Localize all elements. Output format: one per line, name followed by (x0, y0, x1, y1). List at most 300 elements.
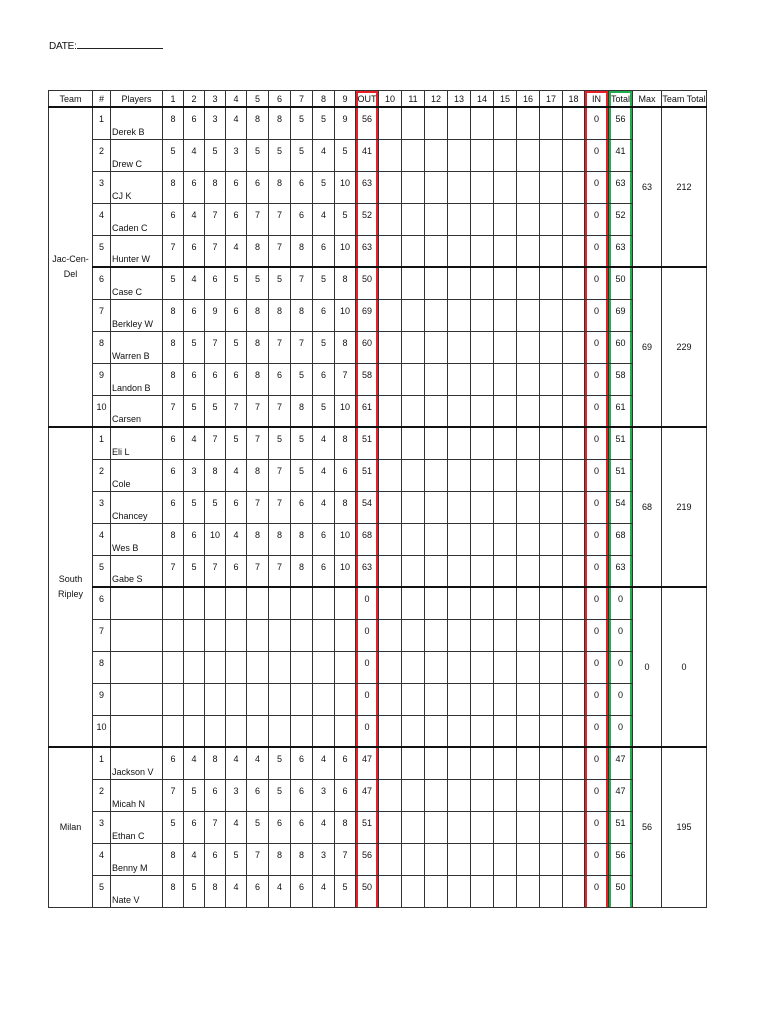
hole-score[interactable]: 6 (291, 779, 313, 811)
hole-score-back[interactable] (494, 747, 517, 779)
hole-score[interactable]: 5 (205, 395, 226, 427)
hole-score[interactable]: 8 (291, 523, 313, 555)
hole-score[interactable]: 5 (163, 267, 184, 299)
hole-score-back[interactable] (517, 651, 540, 683)
hole-score[interactable]: 8 (163, 299, 184, 331)
hole-score[interactable]: 8 (269, 171, 291, 203)
hole-score[interactable]: 4 (313, 459, 335, 491)
hole-score[interactable]: 8 (205, 875, 226, 907)
hole-score[interactable]: 3 (205, 107, 226, 139)
hole-score-back[interactable] (448, 331, 471, 363)
hole-score-back[interactable] (425, 107, 448, 139)
hole-score[interactable]: 8 (291, 843, 313, 875)
hole-score-back[interactable] (540, 395, 563, 427)
hole-score-back[interactable] (540, 299, 563, 331)
hole-score[interactable]: 7 (247, 491, 269, 523)
hole-score[interactable]: 10 (335, 555, 356, 587)
hole-score[interactable]: 5 (313, 331, 335, 363)
hole-score[interactable] (269, 651, 291, 683)
hole-score[interactable]: 5 (335, 139, 356, 171)
hole-score-back[interactable] (448, 139, 471, 171)
hole-score-back[interactable] (402, 491, 425, 523)
hole-score[interactable]: 5 (184, 331, 205, 363)
hole-score-back[interactable] (471, 459, 494, 491)
hole-score-back[interactable] (402, 395, 425, 427)
hole-score-back[interactable] (471, 587, 494, 619)
hole-score[interactable]: 6 (163, 427, 184, 459)
hole-score-back[interactable] (379, 395, 402, 427)
hole-score[interactable] (247, 683, 269, 715)
hole-score-back[interactable] (379, 427, 402, 459)
hole-score[interactable]: 3 (313, 779, 335, 811)
hole-score-back[interactable] (448, 203, 471, 235)
player-name[interactable]: Chancey (111, 491, 163, 523)
player-name[interactable]: Berkley W (111, 299, 163, 331)
hole-score[interactable]: 5 (184, 395, 205, 427)
hole-score[interactable]: 5 (335, 875, 356, 907)
hole-score-back[interactable] (540, 523, 563, 555)
hole-score-back[interactable] (379, 139, 402, 171)
hole-score-back[interactable] (471, 747, 494, 779)
hole-score[interactable]: 5 (269, 747, 291, 779)
hole-score[interactable]: 8 (247, 299, 269, 331)
hole-score-back[interactable] (563, 331, 585, 363)
hole-score-back[interactable] (494, 779, 517, 811)
hole-score[interactable]: 7 (247, 203, 269, 235)
hole-score-back[interactable] (402, 331, 425, 363)
hole-score-back[interactable] (471, 363, 494, 395)
hole-score-back[interactable] (402, 651, 425, 683)
hole-score[interactable] (163, 715, 184, 747)
hole-score[interactable]: 5 (313, 171, 335, 203)
hole-score-back[interactable] (471, 107, 494, 139)
hole-score-back[interactable] (448, 587, 471, 619)
hole-score[interactable]: 5 (205, 139, 226, 171)
hole-score[interactable]: 7 (163, 555, 184, 587)
hole-score[interactable]: 3 (313, 843, 335, 875)
hole-score-back[interactable] (425, 555, 448, 587)
hole-score-back[interactable] (471, 875, 494, 907)
hole-score[interactable]: 4 (269, 875, 291, 907)
hole-score-back[interactable] (540, 811, 563, 843)
hole-score[interactable]: 5 (226, 331, 247, 363)
hole-score[interactable]: 6 (205, 363, 226, 395)
hole-score[interactable]: 7 (291, 331, 313, 363)
hole-score-back[interactable] (425, 171, 448, 203)
hole-score-back[interactable] (448, 395, 471, 427)
hole-score-back[interactable] (517, 235, 540, 267)
hole-score-back[interactable] (471, 299, 494, 331)
hole-score[interactable]: 6 (205, 843, 226, 875)
hole-score-back[interactable] (379, 555, 402, 587)
hole-score-back[interactable] (425, 331, 448, 363)
hole-score[interactable]: 6 (226, 299, 247, 331)
hole-score[interactable]: 8 (205, 171, 226, 203)
player-name[interactable] (111, 715, 163, 747)
hole-score[interactable]: 6 (247, 171, 269, 203)
hole-score[interactable] (226, 715, 247, 747)
hole-score[interactable]: 7 (269, 203, 291, 235)
hole-score[interactable] (291, 715, 313, 747)
hole-score-back[interactable] (471, 779, 494, 811)
hole-score-back[interactable] (448, 875, 471, 907)
hole-score[interactable]: 8 (335, 491, 356, 523)
hole-score[interactable]: 8 (291, 555, 313, 587)
hole-score-back[interactable] (563, 459, 585, 491)
hole-score-back[interactable] (379, 683, 402, 715)
hole-score[interactable]: 4 (313, 491, 335, 523)
hole-score-back[interactable] (494, 843, 517, 875)
hole-score[interactable]: 7 (269, 331, 291, 363)
hole-score-back[interactable] (494, 235, 517, 267)
hole-score[interactable]: 7 (247, 555, 269, 587)
hole-score[interactable] (269, 619, 291, 651)
hole-score[interactable]: 7 (269, 235, 291, 267)
hole-score[interactable]: 7 (205, 555, 226, 587)
player-name[interactable]: Landon B (111, 363, 163, 395)
hole-score[interactable] (335, 715, 356, 747)
hole-score[interactable]: 4 (226, 107, 247, 139)
hole-score[interactable]: 5 (313, 267, 335, 299)
hole-score[interactable]: 7 (291, 267, 313, 299)
hole-score-back[interactable] (563, 747, 585, 779)
player-name[interactable]: Case C (111, 267, 163, 299)
hole-score[interactable] (163, 619, 184, 651)
player-name[interactable]: Derek B (111, 107, 163, 139)
hole-score[interactable]: 6 (291, 171, 313, 203)
hole-score-back[interactable] (448, 171, 471, 203)
hole-score[interactable]: 4 (313, 203, 335, 235)
hole-score-back[interactable] (517, 363, 540, 395)
hole-score-back[interactable] (425, 715, 448, 747)
hole-score[interactable]: 4 (313, 427, 335, 459)
hole-score-back[interactable] (494, 587, 517, 619)
hole-score-back[interactable] (563, 203, 585, 235)
hole-score-back[interactable] (402, 587, 425, 619)
hole-score[interactable] (291, 587, 313, 619)
hole-score[interactable]: 7 (247, 427, 269, 459)
player-name[interactable] (111, 651, 163, 683)
hole-score[interactable]: 8 (269, 843, 291, 875)
hole-score[interactable]: 6 (205, 779, 226, 811)
player-name[interactable] (111, 587, 163, 619)
hole-score[interactable] (269, 715, 291, 747)
hole-score-back[interactable] (517, 843, 540, 875)
hole-score-back[interactable] (517, 715, 540, 747)
hole-score[interactable]: 5 (163, 811, 184, 843)
hole-score-back[interactable] (402, 363, 425, 395)
hole-score-back[interactable] (448, 683, 471, 715)
hole-score-back[interactable] (448, 363, 471, 395)
hole-score[interactable] (269, 587, 291, 619)
hole-score[interactable]: 6 (291, 875, 313, 907)
hole-score-back[interactable] (402, 875, 425, 907)
player-name[interactable]: Warren B (111, 331, 163, 363)
hole-score-back[interactable] (517, 523, 540, 555)
hole-score[interactable]: 4 (226, 811, 247, 843)
hole-score-back[interactable] (425, 811, 448, 843)
hole-score-back[interactable] (471, 555, 494, 587)
hole-score[interactable]: 6 (335, 779, 356, 811)
hole-score[interactable]: 6 (184, 299, 205, 331)
hole-score-back[interactable] (494, 651, 517, 683)
hole-score[interactable]: 6 (184, 171, 205, 203)
hole-score-back[interactable] (517, 107, 540, 139)
hole-score[interactable]: 5 (184, 875, 205, 907)
hole-score[interactable]: 6 (226, 363, 247, 395)
hole-score[interactable]: 6 (226, 203, 247, 235)
hole-score-back[interactable] (425, 139, 448, 171)
player-name[interactable]: Ethan C (111, 811, 163, 843)
hole-score[interactable] (163, 587, 184, 619)
hole-score[interactable]: 8 (163, 523, 184, 555)
hole-score[interactable]: 4 (184, 203, 205, 235)
hole-score-back[interactable] (471, 491, 494, 523)
hole-score-back[interactable] (471, 139, 494, 171)
date-blank-field[interactable] (77, 40, 163, 49)
hole-score[interactable] (291, 683, 313, 715)
hole-score-back[interactable] (563, 491, 585, 523)
hole-score[interactable]: 5 (291, 363, 313, 395)
hole-score-back[interactable] (471, 523, 494, 555)
hole-score[interactable] (335, 683, 356, 715)
hole-score[interactable]: 7 (163, 235, 184, 267)
player-name[interactable]: Cole (111, 459, 163, 491)
hole-score[interactable]: 4 (226, 459, 247, 491)
hole-score-back[interactable] (494, 427, 517, 459)
hole-score-back[interactable] (494, 139, 517, 171)
hole-score-back[interactable] (563, 139, 585, 171)
hole-score[interactable]: 7 (205, 427, 226, 459)
hole-score[interactable] (247, 619, 269, 651)
hole-score-back[interactable] (517, 171, 540, 203)
hole-score[interactable] (205, 683, 226, 715)
hole-score-back[interactable] (379, 267, 402, 299)
hole-score[interactable]: 8 (205, 747, 226, 779)
hole-score[interactable] (184, 651, 205, 683)
hole-score-back[interactable] (448, 651, 471, 683)
hole-score-back[interactable] (448, 235, 471, 267)
hole-score[interactable]: 10 (335, 235, 356, 267)
hole-score[interactable]: 8 (291, 395, 313, 427)
hole-score[interactable]: 6 (335, 747, 356, 779)
hole-score[interactable]: 5 (335, 203, 356, 235)
hole-score[interactable] (335, 587, 356, 619)
hole-score[interactable]: 8 (163, 363, 184, 395)
hole-score-back[interactable] (448, 107, 471, 139)
hole-score[interactable] (269, 683, 291, 715)
hole-score-back[interactable] (379, 651, 402, 683)
hole-score[interactable]: 8 (247, 107, 269, 139)
hole-score[interactable]: 5 (247, 267, 269, 299)
hole-score[interactable] (313, 715, 335, 747)
hole-score-back[interactable] (540, 651, 563, 683)
hole-score[interactable]: 6 (313, 235, 335, 267)
hole-score-back[interactable] (425, 651, 448, 683)
hole-score-back[interactable] (471, 267, 494, 299)
hole-score[interactable]: 6 (163, 747, 184, 779)
player-name[interactable]: Drew C (111, 139, 163, 171)
hole-score[interactable] (205, 587, 226, 619)
hole-score[interactable]: 6 (184, 523, 205, 555)
hole-score-back[interactable] (379, 363, 402, 395)
hole-score[interactable]: 8 (163, 331, 184, 363)
hole-score-back[interactable] (402, 683, 425, 715)
hole-score[interactable]: 7 (269, 459, 291, 491)
hole-score-back[interactable] (379, 811, 402, 843)
hole-score-back[interactable] (448, 715, 471, 747)
player-name[interactable]: Jackson V (111, 747, 163, 779)
hole-score[interactable]: 5 (291, 107, 313, 139)
hole-score[interactable]: 4 (247, 747, 269, 779)
hole-score[interactable]: 5 (313, 395, 335, 427)
hole-score-back[interactable] (425, 875, 448, 907)
hole-score-back[interactable] (471, 651, 494, 683)
hole-score[interactable]: 7 (163, 779, 184, 811)
hole-score-back[interactable] (448, 619, 471, 651)
hole-score[interactable]: 6 (163, 203, 184, 235)
hole-score-back[interactable] (563, 683, 585, 715)
hole-score[interactable]: 8 (163, 875, 184, 907)
hole-score[interactable]: 5 (269, 139, 291, 171)
hole-score-back[interactable] (563, 363, 585, 395)
hole-score-back[interactable] (425, 683, 448, 715)
hole-score-back[interactable] (540, 267, 563, 299)
hole-score-back[interactable] (563, 267, 585, 299)
hole-score[interactable]: 6 (184, 811, 205, 843)
hole-score-back[interactable] (517, 555, 540, 587)
hole-score[interactable]: 8 (335, 811, 356, 843)
hole-score[interactable]: 4 (184, 843, 205, 875)
hole-score-back[interactable] (563, 619, 585, 651)
hole-score[interactable] (247, 651, 269, 683)
hole-score-back[interactable] (402, 107, 425, 139)
hole-score-back[interactable] (494, 683, 517, 715)
hole-score[interactable]: 5 (184, 779, 205, 811)
hole-score[interactable] (205, 715, 226, 747)
hole-score-back[interactable] (402, 427, 425, 459)
hole-score-back[interactable] (540, 715, 563, 747)
hole-score[interactable]: 5 (226, 267, 247, 299)
hole-score[interactable]: 8 (335, 267, 356, 299)
hole-score-back[interactable] (448, 523, 471, 555)
hole-score[interactable]: 5 (269, 779, 291, 811)
hole-score-back[interactable] (563, 811, 585, 843)
hole-score-back[interactable] (540, 203, 563, 235)
hole-score-back[interactable] (563, 587, 585, 619)
hole-score[interactable]: 4 (184, 139, 205, 171)
hole-score[interactable]: 5 (291, 139, 313, 171)
hole-score-back[interactable] (517, 395, 540, 427)
hole-score-back[interactable] (379, 715, 402, 747)
hole-score-back[interactable] (448, 555, 471, 587)
hole-score-back[interactable] (425, 779, 448, 811)
hole-score-back[interactable] (517, 875, 540, 907)
hole-score[interactable]: 7 (335, 843, 356, 875)
hole-score[interactable]: 5 (313, 107, 335, 139)
hole-score[interactable] (184, 619, 205, 651)
hole-score-back[interactable] (517, 683, 540, 715)
hole-score-back[interactable] (563, 395, 585, 427)
hole-score-back[interactable] (517, 811, 540, 843)
hole-score-back[interactable] (540, 619, 563, 651)
hole-score[interactable] (291, 619, 313, 651)
hole-score[interactable]: 8 (335, 427, 356, 459)
hole-score-back[interactable] (494, 107, 517, 139)
player-name[interactable]: Micah N (111, 779, 163, 811)
hole-score-back[interactable] (425, 267, 448, 299)
hole-score[interactable]: 8 (335, 331, 356, 363)
hole-score[interactable]: 8 (247, 459, 269, 491)
hole-score[interactable]: 6 (313, 555, 335, 587)
hole-score[interactable]: 3 (226, 779, 247, 811)
hole-score[interactable]: 7 (205, 331, 226, 363)
hole-score[interactable]: 8 (163, 171, 184, 203)
hole-score[interactable]: 5 (291, 459, 313, 491)
hole-score-back[interactable] (379, 491, 402, 523)
hole-score-back[interactable] (379, 619, 402, 651)
hole-score-back[interactable] (540, 587, 563, 619)
hole-score-back[interactable] (540, 843, 563, 875)
hole-score-back[interactable] (448, 459, 471, 491)
hole-score[interactable]: 10 (205, 523, 226, 555)
hole-score-back[interactable] (425, 235, 448, 267)
hole-score[interactable]: 6 (291, 811, 313, 843)
hole-score[interactable]: 5 (269, 427, 291, 459)
hole-score[interactable]: 9 (335, 107, 356, 139)
hole-score-back[interactable] (517, 747, 540, 779)
hole-score-back[interactable] (494, 203, 517, 235)
hole-score-back[interactable] (540, 491, 563, 523)
hole-score-back[interactable] (494, 331, 517, 363)
hole-score[interactable]: 10 (335, 523, 356, 555)
hole-score-back[interactable] (379, 107, 402, 139)
hole-score-back[interactable] (425, 363, 448, 395)
hole-score-back[interactable] (563, 555, 585, 587)
player-name[interactable] (111, 683, 163, 715)
hole-score-back[interactable] (471, 235, 494, 267)
hole-score[interactable]: 8 (269, 523, 291, 555)
hole-score-back[interactable] (540, 427, 563, 459)
hole-score[interactable]: 5 (205, 491, 226, 523)
hole-score[interactable]: 4 (226, 523, 247, 555)
hole-score[interactable]: 7 (335, 363, 356, 395)
hole-score-back[interactable] (471, 843, 494, 875)
hole-score-back[interactable] (425, 491, 448, 523)
hole-score[interactable] (247, 715, 269, 747)
hole-score-back[interactable] (379, 747, 402, 779)
hole-score-back[interactable] (517, 299, 540, 331)
hole-score-back[interactable] (563, 427, 585, 459)
hole-score-back[interactable] (494, 395, 517, 427)
hole-score[interactable] (335, 651, 356, 683)
hole-score-back[interactable] (402, 779, 425, 811)
hole-score-back[interactable] (540, 555, 563, 587)
hole-score-back[interactable] (402, 619, 425, 651)
hole-score-back[interactable] (379, 235, 402, 267)
player-name[interactable]: Carsen (111, 395, 163, 427)
hole-score[interactable]: 8 (269, 299, 291, 331)
hole-score[interactable]: 4 (226, 235, 247, 267)
hole-score[interactable]: 8 (247, 363, 269, 395)
hole-score-back[interactable] (471, 619, 494, 651)
hole-score[interactable] (163, 683, 184, 715)
hole-score-back[interactable] (494, 619, 517, 651)
hole-score-back[interactable] (448, 811, 471, 843)
hole-score-back[interactable] (494, 523, 517, 555)
hole-score[interactable]: 10 (335, 171, 356, 203)
hole-score-back[interactable] (425, 203, 448, 235)
